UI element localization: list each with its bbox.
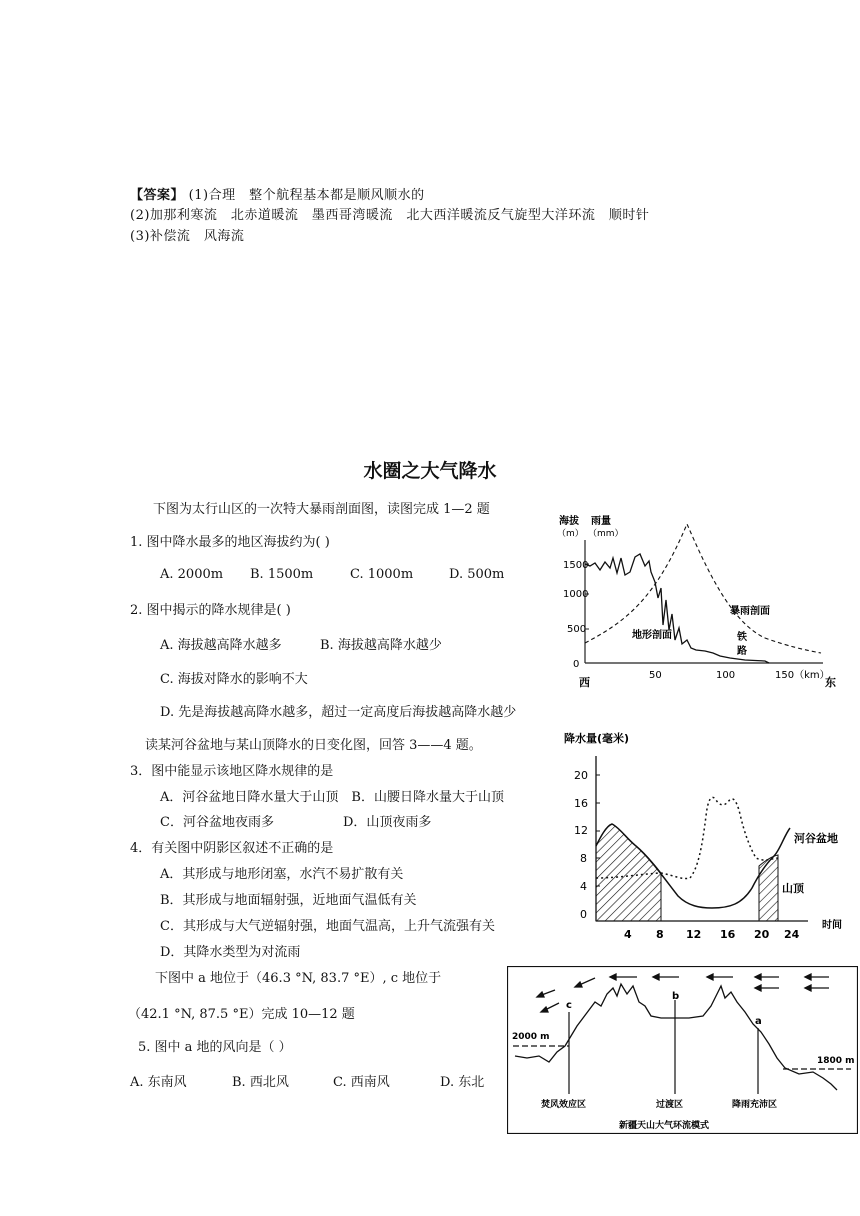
fig3-point-a: a (755, 1016, 762, 1027)
fig2-xtick-16: 16 (720, 928, 736, 941)
q3-stem: 3．图中能显示该地区降水规律的是 (130, 764, 334, 779)
fig2-xtick-20: 20 (754, 928, 770, 941)
fig2-y-title: 降水量(毫米) (564, 732, 630, 745)
fig3-elev-left: 2000 m (512, 1032, 550, 1042)
answer-label: 【答案】 (130, 188, 185, 203)
rainstorm-profile-figure (555, 510, 845, 692)
fig1-ylabel-rain-unit: （mm） (588, 529, 624, 539)
q5-option-b: B. 西北风 (232, 1075, 289, 1090)
intro-3b: （42.1 °N, 87.5 °E）完成 10—12 题 (128, 1007, 355, 1022)
fig3-elev-right: 1800 m (817, 1056, 855, 1066)
q2-option-b: B. 海拔越高降水越少 (320, 638, 442, 653)
fig2-xtick-8: 8 (656, 928, 664, 941)
fig3-point-c: c (566, 1000, 572, 1011)
intro-2: 读某河谷盆地与某山顶降水的日变化图，回答 3——4 题。 (145, 738, 482, 753)
fig2-x-title: 时间 (822, 920, 842, 931)
answer-text-1: (1)合理 整个航程基本都是顺风顺水的 (188, 188, 425, 203)
fig1-rainstorm-line (585, 524, 821, 653)
fig2-ytick-8: 8 (580, 852, 587, 865)
fig2-xtick-12: 12 (686, 928, 702, 941)
q1-stem: 1. 图中降水最多的地区海拔约为( ) (130, 535, 330, 550)
fig1-west: 西 (579, 676, 590, 689)
fig1-ylabel-elev: 海拔 (559, 516, 579, 527)
answer-line-1 (130, 184, 425, 203)
fig2-legend-peak: 山顶 (782, 882, 804, 895)
fig1-xtick-50: 50 (649, 670, 662, 681)
fig3-zone-a: 降雨充沛区 (732, 1100, 778, 1110)
q3-option-ab: A．河谷盆地日降水量大于山顶 B．山腰日降水量大于山顶 (160, 790, 504, 805)
q5-option-a: A. 东南风 (130, 1075, 187, 1090)
answer-line-3: (3)补偿流 风海流 (130, 229, 245, 244)
fig2-ytick-4: 4 (580, 880, 587, 893)
q1-option-c: C. 1000m (350, 567, 414, 582)
answer-line-2: (2)加那利寒流 北赤道暖流 墨西哥湾暖流 北大西洋暖流反气旋型大洋环流 顺时针 (130, 208, 650, 223)
diurnal-precipitation-figure (560, 728, 856, 948)
q5-option-d: D. 东北 (440, 1075, 485, 1090)
q5-option-c: C. 西南风 (333, 1075, 390, 1090)
q4-stem: 4．有关图中阴影区叙述不正确的是 (130, 841, 334, 856)
fig1-ytick-500: 500 (567, 624, 587, 635)
fig1-label-rail-2: 路 (737, 646, 747, 657)
fig2-xtick-4: 4 (624, 928, 632, 941)
q2-option-c: C. 海拔对降水的影响不大 (160, 672, 308, 687)
section-title: 水圈之大气降水 (363, 460, 497, 482)
fig2-ytick-16: 16 (574, 797, 588, 810)
fig1-label-rail-1: 铁 (737, 632, 747, 643)
q1-option-a: A. 2000m (160, 567, 224, 582)
fig2-shaded-night-late (759, 855, 778, 921)
fig1-ytick-1000: 1000 (563, 589, 589, 600)
q3-option-d: D．山顶夜雨多 (343, 815, 432, 830)
q2-option-a: A. 海拔越高降水越多 (160, 638, 282, 653)
intro-1: 下图为太行山区的一次特大暴雨剖面图，读图完成 1—2 题 (153, 502, 490, 517)
fig2-legend-valley: 河谷盆地 (794, 832, 838, 845)
fig2-ytick-12: 12 (574, 824, 588, 837)
q2-option-d: D. 先是海拔越高降水越多，超过一定高度后海拔越高降水越少 (160, 705, 517, 720)
q1-option-b: B. 1500m (250, 567, 314, 582)
fig2-ytick-0: 0 (580, 908, 587, 921)
fig2-ytick-20: 20 (574, 769, 588, 782)
fig2-xtick-24: 24 (784, 928, 800, 941)
q5-stem: 5. 图中 a 地的风向是（ ） (138, 1040, 292, 1055)
fig1-label-terrain: 地形剖面 (632, 630, 672, 641)
q4-option-b: B．其形成与地面辐射强，近地面气温低有关 (160, 893, 417, 908)
intro-3a: 下图中 a 地位于（46.3 °N, 83.7 °E）, c 地位于 (155, 971, 442, 986)
fig1-east: 东 (825, 676, 836, 689)
fig1-xtick-100: 100 (716, 670, 736, 681)
q1-option-d: D. 500m (449, 567, 505, 582)
fig3-zone-b: 过渡区 (656, 1100, 684, 1110)
fig3-zone-c: 焚风效应区 (541, 1100, 587, 1110)
fig3-caption: 新疆天山大气环流模式 (619, 1121, 710, 1131)
q2-stem: 2. 图中揭示的降水规律是( ) (130, 603, 291, 618)
fig1-ylabel-elev-unit: （m） (557, 529, 584, 539)
tianshan-circulation-figure (507, 966, 858, 1134)
fig1-label-rainstorm: 暴雨剖面 (730, 606, 770, 617)
fig3-point-b: b (672, 991, 680, 1002)
q4-option-c: C．其形成与大气逆辐射强，地面气温高，上升气流强有关 (160, 919, 495, 934)
fig1-ytick-0: 0 (573, 659, 580, 670)
q4-option-d: D．其降水类型为对流雨 (160, 945, 301, 960)
fig1-ylabel-rain: 雨量 (591, 516, 611, 527)
q3-option-c: C．河谷盆地夜雨多 (160, 815, 274, 830)
fig1-xtick-150: 150（km） (775, 670, 830, 681)
fig1-ytick-1500: 1500 (563, 560, 589, 571)
q4-option-a: A．其形成与地形闭塞，水汽不易扩散有关 (160, 867, 404, 882)
